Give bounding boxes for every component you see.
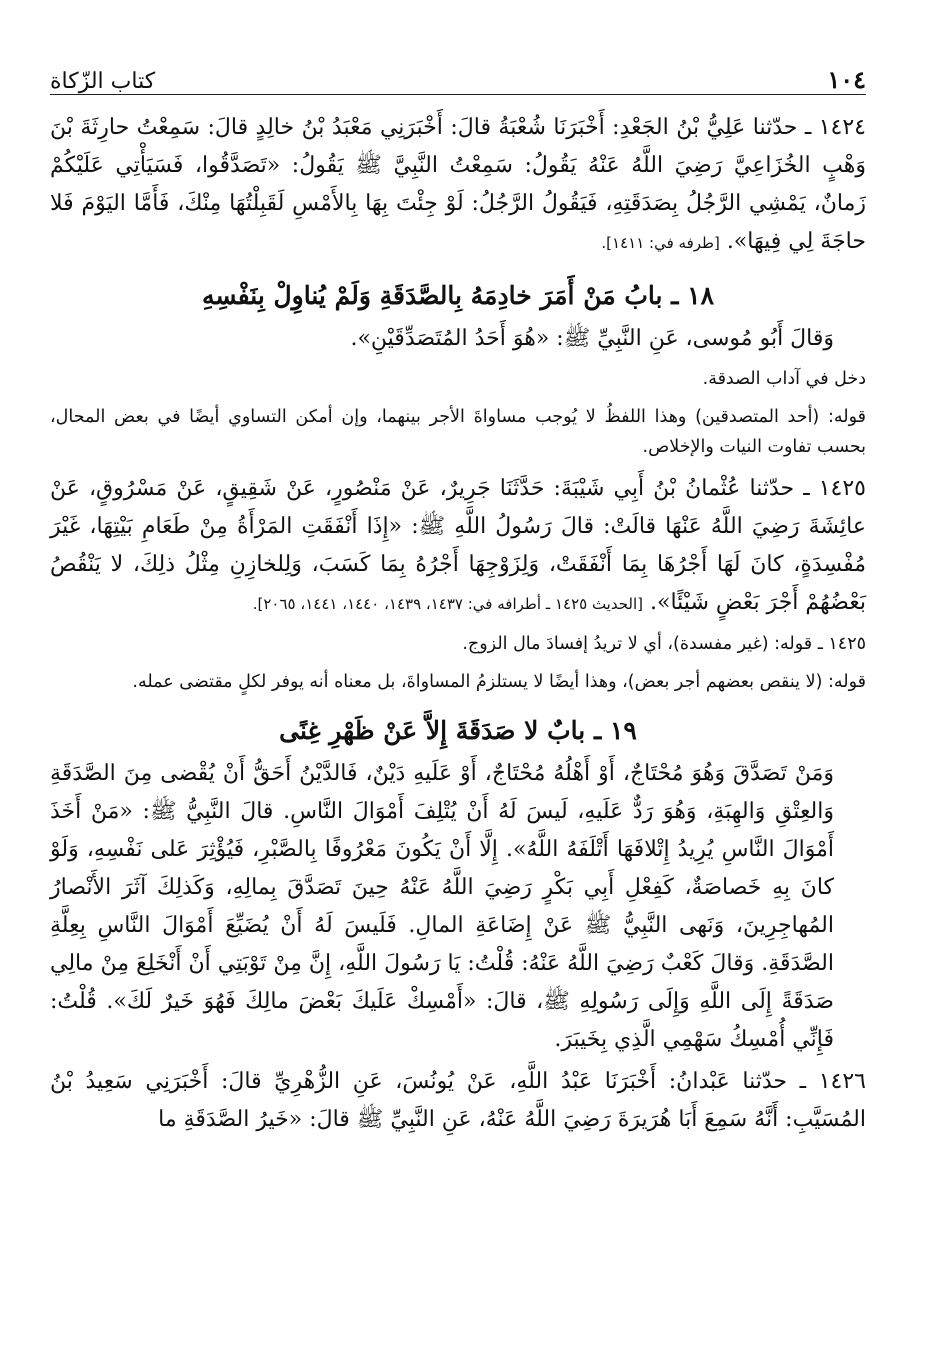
page-number: ١٠٤ [827, 65, 866, 94]
chapter-19-intro: وَمَنْ تَصَدَّقَ وَهُوَ مُحْتَاجٌ، أَوْ أَهْلُهُ مُحْتَاجٌ، أَوْ عَلَيهِ دَيْنٌ، فَالدَّيْنُ أَحَقُّ أَنْ يُقْضى مِنَ الصَّدَقَةِ وَالعِتْقِ وَالهِبَةِ، وَهُوَ رَدٌّ عَلَيهِ، لَيسَ لَهُ أَنْ يُتْلِفَ أَمْوَالَ النَّاسِ. قالَ النَّبِيُّ ﷺ: «مَنْ أَخَذَ أَمْوَالَ النَّاسِ يُرِيدُ إِتْلافَهَا أَتْلَفَهُ اللَّهُ». إِلَّا أَنْ يَكُونَ مَعْرُوفًا بِالصَّبْرِ، فَيُؤْثِرَ عَلى نَفْسِهِ، وَلَوْ كانَ بِهِ خَصاصَةٌ، كَفِعْلِ أَبِي بَكْرٍ رَضِيَ اللَّهُ عَنْهُ حِينَ تَصَدَّقَ بِمالِهِ، وَكَذلِكَ آثَرَ الأَنْصارُ المُهاجِرِينَ، وَنَهى النَّبِيُّ ﷺ عَنْ إِضَاعَةِ المالِ. فَلَيسَ لَهُ أَنْ يُضَيِّعَ أَمْوَالَ النَّاسِ بِعِلَّةِ الصَّدَقَةِ. وَقالَ كَعْبٌ رَضِيَ اللَّهُ عَنْهُ: قُلْتُ: يَا رَسُولَ اللَّهِ، إِنَّ مِنْ تَوْبَتِي أَنْ أَنْخَلِعَ مِنْ مالِي صَدَقَةً إِلَى اللَّهِ وَإِلَى رَسُولِهِ ﷺ، قالَ: «أَمْسِكْ عَلَيكَ بَعْضَ مالِكَ فَهُوَ خَيرٌ لَكَ». قُلْتُ: فَإِنِّي أُمْسِكُ سَهْمِي الَّذِي بِخَيبَرَ. [50, 761, 835, 1052]
hadith-1425-text: ١٤٢٥ ـ حدّثنا عُثْمانُ بْنُ أَبِي شَيْبَةَ: حَدَّثَنَا جَرِيرٌ، عَنْ مَنْصُورٍ، عَنْ شَقِيقٍ، عَنْ مَسْرُوقٍ، عَنْ عائِشَةَ رَضِيَ اللَّهُ عَنْهَا قالَتْ: قالَ رَسُولُ اللَّهِ ﷺ: «إِذَا أَنْفَقَتِ المَرْأَةُ مِنْ طَعَامِ بَيْتِهَا، غَيْرَ مُفْسِدَةٍ، كانَ لَهَا أَجْرُهَا بِمَا أَنْفَقَتْ، وَلِزَوْجِهَا أَجْرُهُ بِمَا كَسَبَ، وَلِلخازِنِ مِثْلُ ذلِكَ، لا يَنْقُصُ بَعْضُهُمْ أَجْرَ بَعْضٍ شَيْئًا». [50, 476, 867, 615]
hadith-1424-ref: [طرفه في: ١٤١١]. [601, 234, 720, 252]
hadith-1425 [50, 470, 866, 623]
chapter-18-comment-1: دخل في آداب الصدقة. [702, 369, 866, 389]
chapter-19-heading: ١٩ ـ بابٌ لا صَدَقَةَ إِلاَّ عَنْ ظَهْرِ غِنًى [279, 716, 637, 745]
hadith-1425-ref: [الحديث ١٤٢٥ ـ أطرافه في: ١٤٣٧، ١٤٣٩، ١٤٤٠، ١٤٤١، ٢٠٦٥]. [252, 595, 644, 613]
hadith-1424 [50, 109, 866, 262]
page-header [50, 60, 866, 95]
hadith-1425-comment-2: قوله: (لا ينقص بعضهم أجر بعض)، وهذا أيضًا لا يستلزمُ المساواةَ، بل معناه أنه يوفر لكلٍ مقتضى عمله. [132, 672, 866, 692]
chapter-18-heading: ١٨ ـ بابُ مَنْ أَمَرَ خادِمَهُ بِالصَّدَقَةِ وَلَمْ يُناوِلْ بِنَفْسِهِ [201, 281, 715, 310]
hadith-1425-comment-1: ١٤٢٥ ـ قوله: (غير مفسدة)، أي لا تريدُ إفسادَ مال الزوج. [462, 634, 866, 654]
chapter-18-comment-2: قوله: (أحد المتصدقين) وهذا اللفظُ لا يُوجب مساواةَ الأجر بينهما، وإن أمكن التساوي أيضًا في بعض المحال، بحسب تفاوت النيات والإخلاص. [50, 407, 866, 457]
hadith-1424-text: ١٤٢٤ ـ حدّثنا عَلِيُّ بْنُ الجَعْدِ: أَخْبَرَنَا شُعْبَةُ قالَ: أَخْبَرَنِي مَعْبَدُ بْنُ خالِدٍ قالَ: سَمِعْتُ حارِثَةَ بْنَ وَهْبٍ الخُزَاعِيَّ رَضِيَ اللَّهُ عَنْهُ يَقُولُ: سَمِعْتُ النَّبِيَّ ﷺ يَقُولُ: «تَصَدَّقُوا، فَسَيَأْتِي عَلَيْكُمْ زَمانٌ، يَمْشِي الرَّجُلُ بِصَدَقَتِهِ، فَيَقُولُ الرَّجُلُ: لَوْ جِئْتَ بِهَا بِالأَمْسِ لَقَبِلْتُهَا مِنْكَ، فَأَمَّا اليَوْمَ فَلا حاجَةَ لِي فِيهَا». [50, 115, 866, 254]
hadith-1426: ١٤٢٦ ـ حدّثنا عَبْدانُ: أَخْبَرَنَا عَبْدُ اللَّهِ، عَنْ يُونُسَ، عَنِ الزُّهْرِيِّ قالَ: أَخْبَرَنِي سَعِيدُ بْنُ المُسَيَّبِ: أَنَّهُ سَمِعَ أَبَا هُرَيرَةَ رَضِيَ اللَّهُ عَنْهُ، عَنِ النَّبِيِّ ﷺ قالَ: «خَيرُ الصَّدَقَةِ ما [50, 1069, 866, 1132]
book-title: كتاب الزّكاة [50, 69, 156, 94]
chapter-18-intro: وَقالَ أَبُو مُوسى، عَنِ النَّبِيِّ ﷺ: «هُوَ أَحَدُ المُتَصَدِّقَيْنِ». [350, 326, 834, 351]
